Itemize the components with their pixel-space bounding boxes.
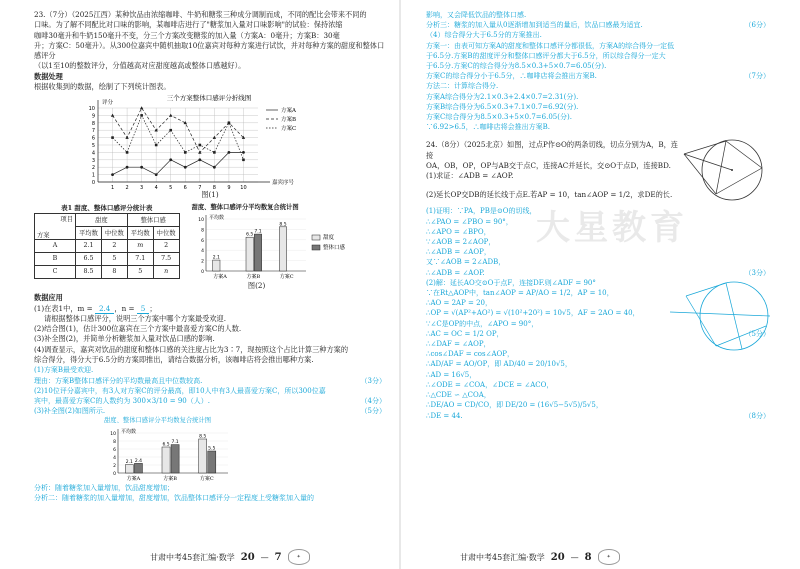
- x-tick-label: 3: [140, 185, 144, 192]
- y-tick-label: 4: [113, 455, 116, 461]
- data-point: [242, 159, 245, 162]
- table-cell: 7.1: [127, 252, 153, 265]
- figure2-caption: 图(2): [247, 280, 266, 290]
- analysis-line: 分析二：随着糖浆的加入量增加，甜度增加，饮品整体口感评分一定程度上受糖浆加入量的: [34, 493, 314, 502]
- top-answer-block: [426, 10, 770, 132]
- data-point: [184, 151, 187, 154]
- x-tick-label: 9: [227, 185, 231, 192]
- y-tick-label: 0: [200, 269, 204, 275]
- q24-line: OA，OB，OP，OP与AB交于点C，连接AC并延长，交⊙O于点D，连接BD.: [426, 161, 671, 171]
- y-tick-label: 3: [91, 158, 95, 165]
- y-tick-label: 6: [113, 447, 116, 453]
- table-cell: m: [127, 239, 153, 252]
- header-overall: 整体口感: [127, 213, 179, 226]
- table-cell: n: [153, 265, 179, 278]
- y-axis-label: 评分: [102, 100, 114, 107]
- n-answer: 5: [137, 304, 150, 314]
- bar: [246, 237, 253, 271]
- answer-line: ∵6.92>6.5，∴咖啡店将会推出方案B.: [426, 123, 550, 132]
- data-apply: [34, 293, 386, 365]
- data-point: [199, 144, 202, 147]
- analysis-block: [34, 483, 386, 503]
- x-tick-label: 5: [169, 185, 173, 192]
- x-tick-label: 方案C: [199, 475, 214, 482]
- footer-page: 20: [240, 551, 255, 563]
- circle-tangent-diagram: [680, 134, 770, 206]
- legend-swatch: [312, 235, 320, 240]
- footer-sub: 8: [584, 551, 592, 563]
- proof-line: ∵∠C是OP的中点，∠APO = 90°，: [426, 319, 539, 328]
- proof-line: (1)证明：∵PA，PB是⊙O的切线，: [426, 207, 537, 216]
- header-sweet: 甜度: [76, 213, 128, 226]
- bar: [171, 444, 179, 472]
- x-tick-label: 8: [212, 185, 216, 192]
- right-page: [400, 0, 800, 569]
- score: （4分）: [360, 396, 386, 405]
- q24-line: (1)求证：∠ADB = ∠AOP.: [426, 171, 514, 181]
- proof-line: 又∵∠AOB = 2∠ADB，: [426, 258, 506, 267]
- proof-circle-diagram: [666, 276, 776, 360]
- footer-text: 甘肃中考45套汇编·数学: [460, 552, 545, 562]
- bar: [134, 463, 142, 473]
- data-point: [126, 166, 129, 169]
- publisher-logo-icon: ✦: [288, 549, 310, 565]
- q24-line: 24.（8分）（2025北京）如图，过点P作⊙O的两条切线，切点分别为A，B，连接: [426, 140, 678, 160]
- y-tick-label: 10: [197, 217, 204, 223]
- data-point: [125, 136, 128, 139]
- table-cell: 5: [101, 252, 127, 265]
- y-tick-label: 9: [91, 113, 95, 120]
- answer-line: 分析三：糖浆的加入量从0逐渐增加到适当的量后，饮品口感最为适宜.: [426, 21, 643, 30]
- score: （8分）: [744, 411, 770, 420]
- answer-line: （4）综合得分大于6.5分的方案推出.: [426, 31, 542, 40]
- table-row: [35, 239, 180, 252]
- bar: [212, 260, 219, 271]
- proof-line: ∴OP = √(AP²+AO²) = √(10²+20²) = 10√5，AF = 2AO = 40，: [426, 309, 640, 318]
- figure2-title: 甜度、整体口感评分平均数复合统计图: [191, 203, 299, 211]
- bar-chart: [192, 213, 362, 281]
- legend-label: 方案C: [281, 126, 297, 133]
- data-point: [169, 129, 172, 132]
- y-tick-label: 8: [91, 121, 95, 128]
- apply-line: (1)在表1中，m = 2.4 ，n = 5 ；: [34, 303, 157, 313]
- answer-line: (1)方案B最受欢迎.: [34, 366, 94, 375]
- right-footer: 甘肃中考45套汇编·数学 20 — 8 ✦: [460, 549, 620, 565]
- mini-chart-title: 甜度、整体口感评分平均数复合统计图: [104, 417, 212, 425]
- table-cell: 7.5: [153, 252, 179, 265]
- answer-line: 方案B综合得分为6.5×0.3+7.1×0.7=6.92(分).: [426, 102, 579, 111]
- data-point: [111, 174, 114, 177]
- q23-line: 口味。为了解不同配比对口味的影响，某咖啡店进行了"糖浆加入量对口味影响"的试验：保持浓缩: [34, 20, 343, 30]
- bar: [125, 464, 133, 472]
- y-tick-label: 5: [91, 143, 95, 150]
- apply-line-text: (1)在表1中，m =: [34, 303, 93, 313]
- proof-line: ∵在Rt△AOP中，tan∠AOP = AP/AO = 1/2，AP = 10，: [426, 289, 614, 298]
- analysis-line: 分析：随着糖浆加入量增加，饮品甜度增加；: [34, 483, 174, 492]
- footer-sub: 7: [274, 551, 282, 563]
- proof-line: ∴AD = 16√5，: [426, 370, 477, 379]
- bar-label: 6.5: [162, 442, 170, 448]
- y-axis-label: 平均数: [121, 428, 137, 435]
- q23-line: 23.（7分）（2025江西）某种饮品由浓缩咖啡、牛奶和糖浆三种成分调制而成，不同的配比会带来不同的: [34, 10, 367, 19]
- apply-line: (3)补全图(2)，并简单分析糖浆加入量对饮品口感的影响.: [34, 334, 215, 344]
- bar: [208, 451, 216, 473]
- data-point: [111, 137, 114, 140]
- q24-line: (2)延长OP交DB的延长线于点E.若AP = 10，tan∠AOP = 1/2，求DE的长.: [426, 189, 673, 199]
- bar-label: 2.4: [134, 458, 143, 464]
- answer-line: 宾中，最喜爱方案C的人数约为 300×3/10 = 90（人）.: [34, 396, 210, 405]
- answer-line: (2)10位评分嘉宾中，有3人对方案C的评分最高，即10人中有3人最喜爱方案C，所以300位嘉: [34, 386, 326, 395]
- watermark: 大星教育: [536, 208, 688, 249]
- sub-header: 中位数: [153, 226, 179, 239]
- answer-bar-chart: [104, 427, 304, 483]
- table-row: [35, 265, 180, 278]
- answer-line: 于6.5分.方案C的综合得分为8.5×0.3+5×0.7=6.05(分).: [426, 62, 607, 71]
- sub-header: 平均数: [127, 226, 153, 239]
- table-cell: C: [35, 265, 76, 278]
- proof-line: ∴△CDE ∽ △COA，: [426, 391, 491, 400]
- bar-label: 7.1: [253, 229, 262, 235]
- data-point: [213, 151, 216, 154]
- y-tick-label: 10: [110, 431, 116, 437]
- bar: [279, 227, 286, 271]
- q23-line: 升；方案C：50毫升）。从300位嘉宾中随机抽取10位嘉宾对每种方案进行试饮，并对每种方案的甜度和整体口感评分: [34, 40, 385, 61]
- data-process-title: 数据处理: [34, 71, 63, 81]
- answer-line: 方案C的综合得分小于6.5分，∴咖啡店将会推出方案B.: [426, 72, 597, 81]
- proof-line: ∴∠ADB = ∠AOP.: [426, 268, 485, 277]
- data-point: [228, 151, 231, 154]
- question-23: [34, 10, 386, 92]
- score: （3分）: [360, 376, 386, 385]
- q23-line: 咖啡30毫升和牛奶150毫升不变，分三个方案改变糖浆的加入量（方案A：0毫升；方案B：30毫: [34, 30, 340, 40]
- apply-line: 综合得分，得分大于6.5分的方案即推出，请结合数据分析，该咖啡店将会推出哪种方案.: [34, 355, 314, 365]
- score: （5分）: [744, 329, 770, 338]
- score-table: [34, 213, 180, 279]
- table-title: 表1 甜度、整体口感评分统计表: [61, 203, 153, 212]
- answer-line: 于6.5分.方案B的甜度评分和整体口感评分都大于6.5分，所以综合得分一定大: [426, 51, 666, 60]
- apply-line: 请根据整体口感评分，说明三个方案中哪个方案最受欢迎.: [44, 313, 226, 323]
- x-tick-label: 方案B: [246, 273, 260, 280]
- proof-line: ∴AC = OC = 1/2 OP，: [426, 329, 504, 338]
- figure1-caption: 图(1): [201, 190, 219, 200]
- line-chart: [34, 92, 384, 194]
- q23-line: （以1至10的整数评分，分值越高对应甜度越高或整体口感越好）。: [34, 61, 246, 71]
- answer-line: 方法二：计算综合得分.: [426, 82, 499, 91]
- table-cell: 8: [101, 265, 127, 278]
- answer-block: [34, 365, 386, 416]
- footer-text: 甘肃中考45套汇编·数学: [150, 552, 235, 562]
- y-tick-label: 4: [91, 150, 95, 157]
- answer-line: 影响，又会降低饮品的整体口感.: [426, 11, 527, 19]
- data-apply-title: 数据应用: [34, 293, 63, 303]
- header-plan: 方案: [37, 231, 50, 239]
- bar-label: 2.1: [125, 459, 133, 465]
- y-tick-label: 4: [200, 249, 204, 255]
- answer-line: 方案C综合得分为8.5×0.3+5×0.7=6.05(分).: [426, 113, 572, 122]
- proof-line: ∴AO = 2AP = 20，: [426, 299, 493, 308]
- data-point: [111, 114, 114, 117]
- y-axis-label: 平均数: [208, 214, 224, 221]
- bar-label: 7.1: [171, 439, 179, 445]
- y-tick-label: 0: [91, 180, 95, 187]
- y-tick-label: 0: [113, 471, 116, 477]
- bar: [162, 447, 170, 473]
- x-tick-label: 6: [183, 185, 187, 192]
- answer-line: (3)补全图(2)如图所示.: [34, 407, 106, 416]
- x-axis-label: 嘉宾序号: [272, 180, 295, 187]
- data-point: [213, 136, 216, 139]
- data-point: [184, 166, 187, 169]
- data-point: [155, 144, 158, 147]
- legend-swatch: [312, 245, 320, 250]
- score: （7分）: [744, 72, 770, 81]
- legend-label: 甜度: [322, 234, 334, 241]
- table-cell: B: [35, 252, 76, 265]
- y-tick-label: 2: [200, 259, 204, 265]
- apply-line: (4)调查显示，嘉宾对饮品的甜度和整体口感的关注度占比为3∶7，现按照这个占比计算三种方案的: [34, 344, 349, 354]
- x-tick-label: 方案A: [126, 475, 141, 482]
- proof-line: ∴DE/AO = CD/CO，即 DE/20 = (16√5−5√5)/5√5，: [426, 401, 603, 410]
- table-row: [35, 252, 180, 265]
- score: （6分）: [744, 21, 770, 30]
- table-cell: 5: [127, 265, 153, 278]
- header-project: 项目: [60, 215, 73, 223]
- sub-header: 中位数: [101, 226, 127, 239]
- x-tick-label: 1: [110, 185, 115, 192]
- data-point: [140, 107, 143, 110]
- table-cell: 8.5: [76, 265, 102, 278]
- data-point: [126, 151, 129, 154]
- bar: [199, 439, 207, 473]
- bar: [254, 234, 261, 271]
- proof-line: ∴∠ODE = ∠COA，∠DCE = ∠ACO，: [426, 380, 554, 389]
- legend-label: 方案A: [281, 108, 296, 115]
- x-tick-label: 方案A: [212, 273, 227, 280]
- bar-label: 8.5: [278, 222, 287, 228]
- y-tick-label: 8: [113, 439, 116, 445]
- x-tick-label: 10: [240, 185, 247, 192]
- legend-label: 方案B: [281, 117, 297, 124]
- answer-line: 方案A综合得分为2.1×0.3+2.4×0.7=2.31(分).: [426, 92, 579, 101]
- publisher-logo-icon: ✦: [598, 549, 620, 565]
- data-process-text: 根据收集到的数据，绘制了下列统计图表。: [34, 82, 171, 92]
- proof-line: ∴DE = 44.: [426, 411, 463, 420]
- data-point: [140, 166, 143, 169]
- table-corner: [35, 213, 76, 239]
- proof-line: ∴cos∠DAF = cos∠AOP，: [426, 350, 514, 359]
- data-point: [242, 151, 245, 154]
- x-tick-label: 4: [154, 185, 158, 192]
- score: （3分）: [744, 268, 770, 277]
- bar-label: 8.5: [199, 434, 207, 440]
- bar-label: 2.1: [212, 255, 220, 261]
- table-cell: 2: [153, 239, 179, 252]
- question-24: [426, 140, 680, 206]
- answer-line: 方案一：由表可知方案A的甜度和整体口感评分都很低，方案A的综合得分一定低: [426, 41, 675, 50]
- x-tick-label: 7: [198, 185, 202, 192]
- table-cell: 2: [101, 239, 127, 252]
- y-tick-label: 7: [91, 128, 95, 135]
- sub-header: 平均数: [76, 226, 102, 239]
- m-answer: 2.4: [95, 304, 114, 314]
- y-tick-label: 6: [91, 135, 95, 142]
- proof-line: ∴AD/AF = AO/OP，即 AD/40 = 20/10√5，: [426, 360, 572, 369]
- table-cell: 2.1: [76, 239, 102, 252]
- data-point: [169, 159, 172, 162]
- table-cell: A: [35, 239, 76, 252]
- data-point: [169, 114, 172, 117]
- data-point: [155, 174, 158, 177]
- left-footer: 甘肃中考45套汇编·数学 20 — 7 ✦: [150, 549, 310, 565]
- y-tick-label: 2: [113, 463, 116, 469]
- y-tick-label: 10: [88, 106, 95, 113]
- footer-page: 20: [550, 551, 565, 563]
- legend-label: 整体口感: [322, 244, 345, 251]
- y-tick-label: 1: [91, 172, 95, 179]
- proof-line: ∴∠ADB = ∠AOP，: [426, 248, 491, 257]
- proof-line: ∴∠APO = ∠BPO，: [426, 227, 491, 236]
- proof-line: ∴∠PAO = ∠PBO = 90°，: [426, 217, 513, 226]
- answer-line: 理由：方案B整体口感评分的平均数最高且中位数较高.: [34, 376, 203, 385]
- data-point: [198, 159, 201, 162]
- data-point: [213, 166, 216, 169]
- y-tick-label: 2: [91, 165, 95, 172]
- x-tick-label: 2: [125, 185, 129, 192]
- x-tick-label: 方案B: [163, 475, 177, 482]
- series-line: [113, 153, 244, 175]
- proof-line: (2)解：延长AO交⊙O于点F，连接DF.则∠ADF = 90°: [426, 278, 596, 287]
- y-tick-label: 6: [200, 238, 204, 244]
- apply-line: (2)结合图(1)，估计300位嘉宾在三个方案中最喜爱方案C的人数.: [34, 324, 242, 334]
- table-cell: 6.5: [76, 252, 102, 265]
- y-tick-label: 8: [200, 228, 204, 234]
- chart-title: 三个方案整体口感评分折线图: [166, 94, 252, 103]
- data-point: [228, 122, 231, 125]
- bar-label: 5.5: [208, 446, 216, 452]
- proof-line: ∵∠AOB = 2∠AOP，: [426, 238, 496, 247]
- bar-label: 6.5: [245, 232, 253, 238]
- x-tick-label: 方案C: [279, 273, 294, 280]
- proof-line: ∴∠DAF = ∠AOP，: [426, 340, 491, 349]
- data-point: [140, 114, 143, 117]
- score: （5分）: [360, 407, 386, 416]
